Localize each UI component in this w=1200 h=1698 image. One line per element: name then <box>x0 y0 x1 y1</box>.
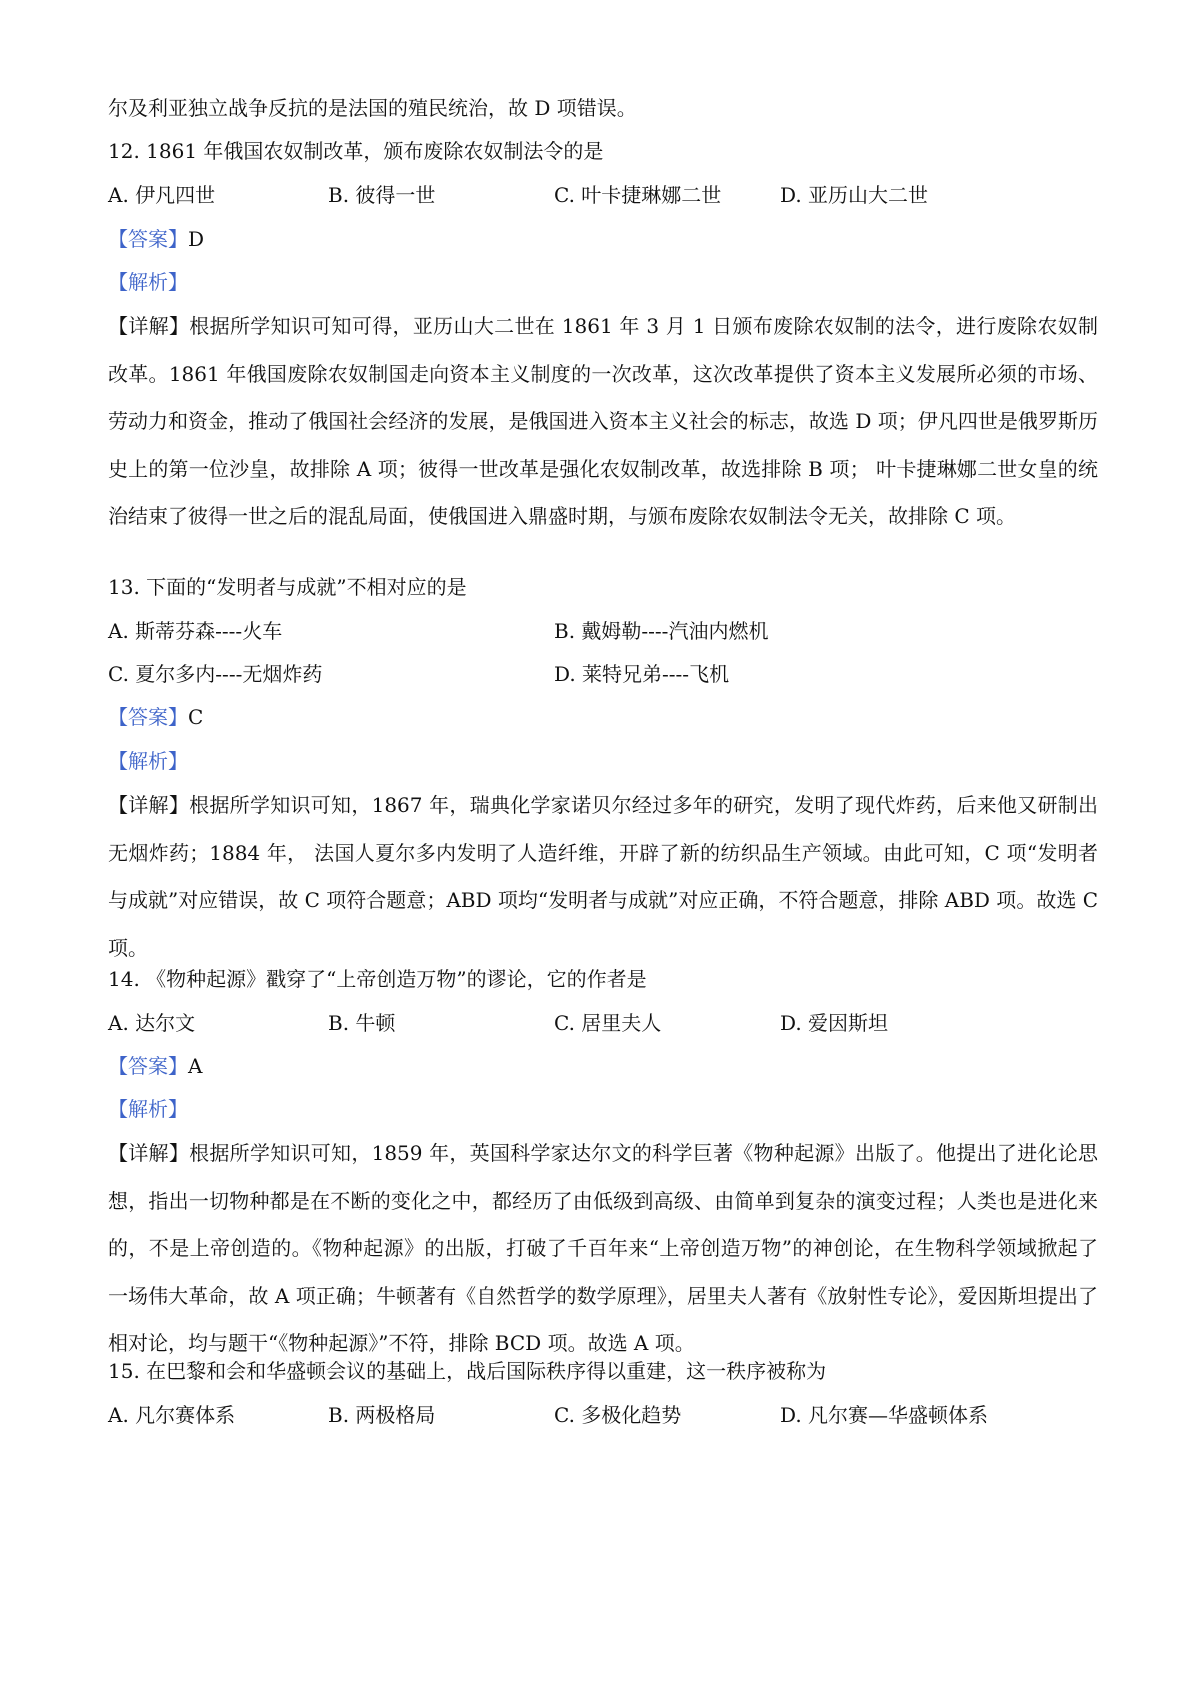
detail-tag: 【详解】 <box>108 314 190 338</box>
detail-text: 根据所学知识可知，1859 年，英国科学家达尔文的科学巨著《物种起源》出版了。他提出了进化论思想，指出一切物种都是在不断的变化之中，都经历了由低级到高级、由简单到复杂的演变过程；人类也是进化来的，不是上帝创造的。《物种起源》的出版，打破了千百年来“上帝创造万物”的神创论，在生物科学领域掀起了一场伟大革命，故 A 项正确；牛顿著有《自然哲学的数学原理》，居里夫人著有《放射性专论》，爱因斯坦提出了相对论，均与题干“《物种起源》”不符，排除 BCD 项。故选 A 项。 <box>108 1141 1098 1355</box>
question-12-detail <box>108 303 1098 541</box>
question-13-stem: 13. 下面的“发明者与成就”不相对应的是 <box>108 575 467 599</box>
question-15-option-d: D. 凡尔赛—华盛顿体系 <box>780 1403 989 1427</box>
question-14-answer <box>108 1051 202 1081</box>
question-15-stem: 15. 在巴黎和会和华盛顿会议的基础上，战后国际秩序得以重建，这一秩序被称为 <box>108 1359 827 1383</box>
detail-text: 根据所学知识可知可得，亚历山大二世在 1861 年 3 月 1 日颁布废除农奴制的法令，进行废除农奴制改革。1861 年俄国废除农奴制国走向资本主义制度的一次改革，这次改革提供了资本主义发展所必须的市场、劳动力和资金，推动了俄国社会经济的发展，是俄国进入资本主义社会的标志，故选 D 项；伊凡四世是俄罗斯历史上的第一位沙皇，故排除 A 项；彼得一世改革是强化农奴制改革，故选排除 B 项； 叶卡捷琳娜二世女皇的统治结束了彼得一世之后的混乱局面，使俄国进入鼎盛时期，与颁布废除农奴制法令无关，故排除 C 项。 <box>108 314 1098 528</box>
question-12-option-d: D. 亚历山大二世 <box>780 183 929 207</box>
answer-value: D <box>188 227 205 251</box>
detail-tag: 【详解】 <box>108 1141 190 1165</box>
question-14-option-c: C. 居里夫人 <box>554 1011 662 1035</box>
document-page <box>108 0 1098 1698</box>
question-12-stem: 12. 1861 年俄国农奴制改革，颁布废除农奴制法令的是 <box>108 139 604 163</box>
question-15-option-a: A. 凡尔赛体系 <box>108 1403 236 1427</box>
question-12-option-a: A. 伊凡四世 <box>108 183 216 207</box>
question-12-option-c: C. 叶卡捷琳娜二世 <box>554 183 722 207</box>
question-14-stem: 14. 《物种起源》戳穿了“上帝创造万物”的谬论，它的作者是 <box>108 967 647 991</box>
answer-value: A <box>188 1054 203 1078</box>
question-13-detail <box>108 782 1098 972</box>
answer-tag: 【答案】 <box>108 1054 188 1078</box>
answer-tag: 【答案】 <box>108 227 188 251</box>
previous-explanation-tail: 尔及利亚独立战争反抗的是法国的殖民统治，故 D 项错误。 <box>108 96 637 120</box>
detail-text: 根据所学知识可知，1867 年，瑞典化学家诺贝尔经过多年的研究，发明了现代炸药，后来他又研制出无烟炸药；1884 年， 法国人夏尔多内发明了人造纤维，开辟了新的纺织品生产领域。由此可知，C 项“发明者与成就”对应错误，故 C 项符合题意；ABD 项均“发明者与成就”对应正确，不符合题意，排除 ABD 项。故选 C 项。 <box>108 793 1098 960</box>
question-13-answer <box>108 702 203 732</box>
question-12-option-b: B. 彼得一世 <box>328 183 436 207</box>
question-13-option-d: D. 莱特兄弟----飞机 <box>554 662 730 686</box>
detail-tag: 【详解】 <box>108 793 190 817</box>
question-13-option-a: A. 斯蒂芬森----火车 <box>108 619 283 643</box>
question-12-analysis-tag: 【解析】 <box>108 270 188 294</box>
question-14-analysis-tag: 【解析】 <box>108 1097 188 1121</box>
question-14-detail <box>108 1130 1098 1368</box>
question-14-option-a: A. 达尔文 <box>108 1011 196 1035</box>
question-12-answer <box>108 224 204 254</box>
answer-value: C <box>188 705 204 729</box>
question-14-option-b: B. 牛顿 <box>328 1011 396 1035</box>
question-13-option-b: B. 戴姆勒----汽油内燃机 <box>554 619 769 643</box>
question-15-option-c: C. 多极化趋势 <box>554 1403 682 1427</box>
answer-tag: 【答案】 <box>108 705 188 729</box>
question-15-option-b: B. 两极格局 <box>328 1403 436 1427</box>
question-14-option-d: D. 爱因斯坦 <box>780 1011 889 1035</box>
question-13-analysis-tag: 【解析】 <box>108 749 188 773</box>
question-13-option-c: C. 夏尔多内----无烟炸药 <box>108 662 323 686</box>
